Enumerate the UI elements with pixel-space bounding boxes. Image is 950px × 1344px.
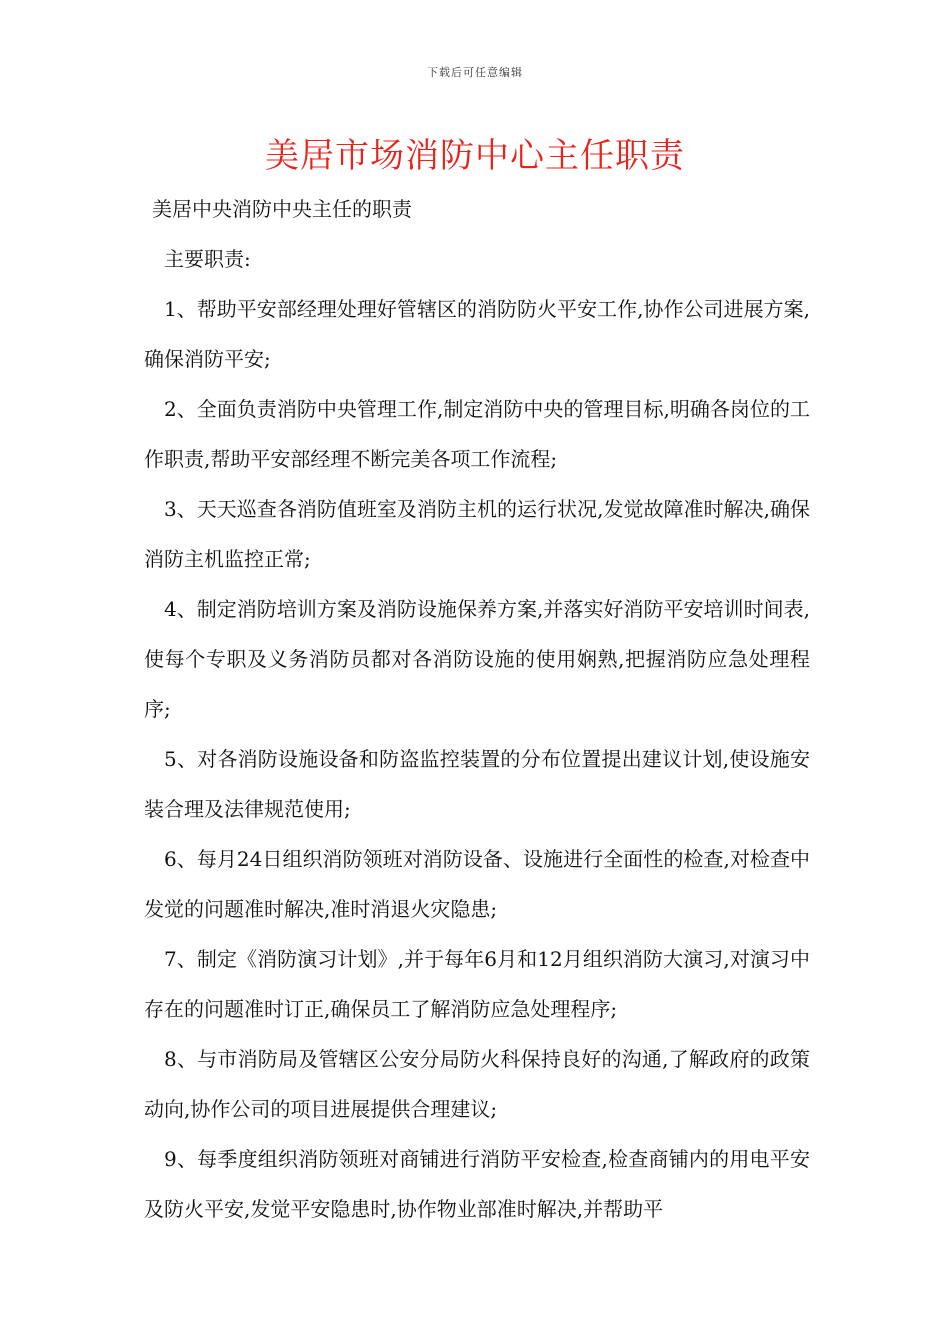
duty-item-4: 4、制定消防培训方案及消防设施保养方案,并落实好消防平安培训时间表,使每个专职及义务消防员都对各消防设施的使用娴熟,把握消防应急处理程序; [144,597,810,721]
section-lead: 主要职责: [164,247,251,271]
duty-item-7: 7、制定《消防演习计划》,并于每年6月和12月组织消防大演习,对演习中存在的问题准时订正,确保员工了解消防应急处理程序; [144,947,810,1021]
duty-item-1: 1、帮助平安部经理处理好管辖区的消防防火平安工作,协作公司进展方案,确保消防平安; [144,297,810,371]
document-body [144,184,810,1234]
duty-item-6: 6、每月24日组织消防领班对消防设备、设施进行全面性的检查,对检查中发觉的问题准时解决,准时消退火灾隐患; [144,847,810,921]
document-subtitle: 美居中央消防中央主任的职责 [152,197,412,221]
duty-item-2: 2、全面负责消防中央管理工作,制定消防中央的管理目标,明确各岗位的工作职责,帮助平安部经理不断完美各项工作流程; [144,397,810,471]
duty-item-5: 5、对各消防设施设备和防盗监控装置的分布位置提出建议计划,使设施安装合理及法律规范使用; [144,747,810,821]
document-title: 美居市场消防中心主任职责 [265,136,685,176]
page-header-note: 下载后可任意编辑 [427,66,523,79]
duty-item-9: 9、每季度组织消防领班对商铺进行消防平安检查,检查商铺内的用电平安及防火平安,发觉平安隐患时,协作物业部准时解决,并帮助平 [144,1147,810,1221]
duty-item-3: 3、天天巡查各消防值班室及消防主机的运行状况,发觉故障准时解决,确保消防主机监控正常; [144,497,810,571]
duty-item-8: 8、与市消防局及管辖区公安分局防火科保持良好的沟通,了解政府的政策动向,协作公司的项目进展提供合理建议; [144,1047,810,1121]
